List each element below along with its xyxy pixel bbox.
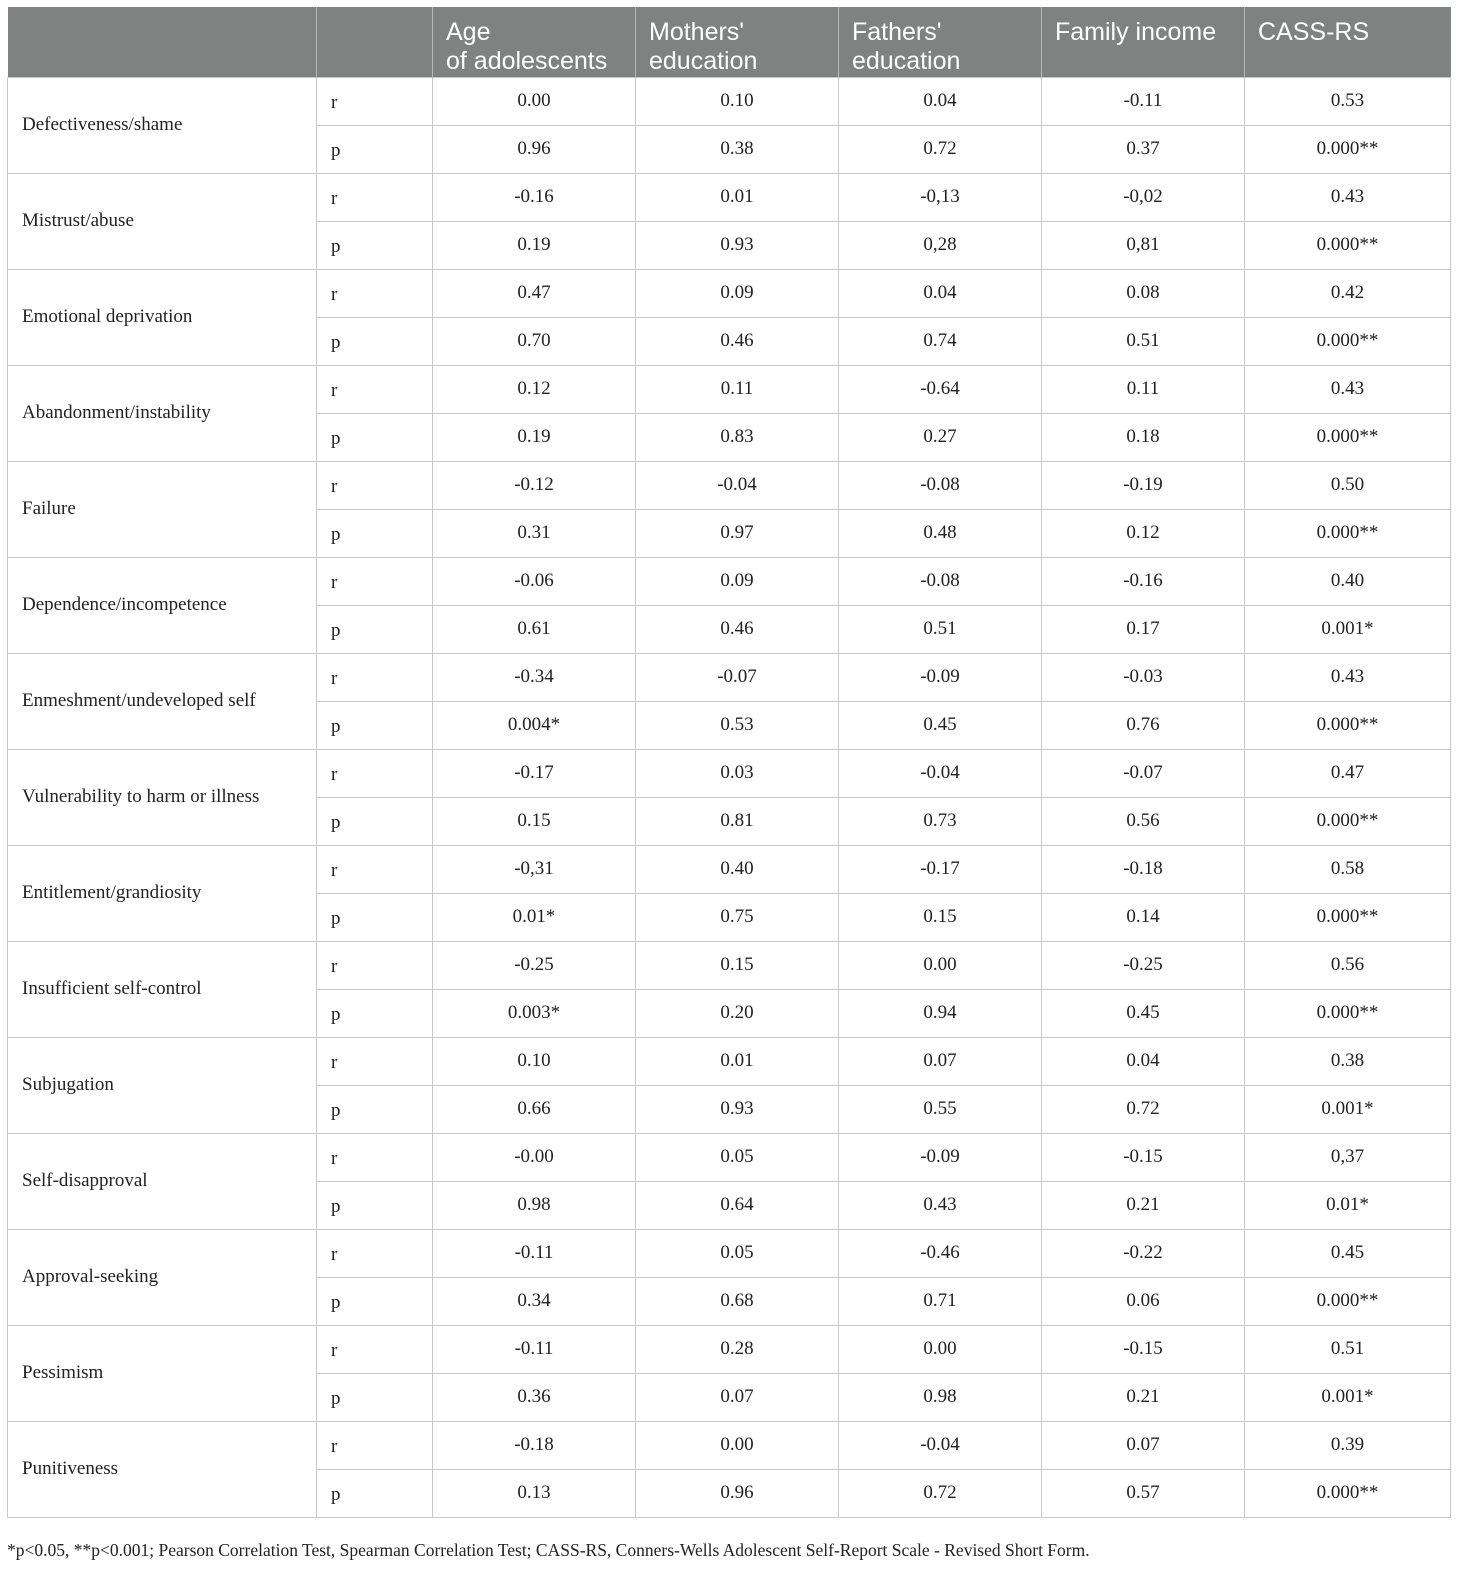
value-cell: 0.72: [1042, 1085, 1245, 1133]
value-cell: 0.72: [839, 1469, 1042, 1517]
value-cell: 0.000**: [1245, 1277, 1451, 1325]
value-cell: 0.00: [839, 1325, 1042, 1373]
value-cell: -0.03: [1042, 653, 1245, 701]
value-cell: 0.28: [636, 1325, 839, 1373]
table-row: [8, 365, 1451, 413]
value-cell: 0.14: [1042, 893, 1245, 941]
value-cell: 0.05: [636, 1229, 839, 1277]
table-row: [8, 1229, 1451, 1277]
stat-label: p: [317, 1181, 433, 1229]
value-cell: 0.07: [636, 1373, 839, 1421]
value-cell: -0.18: [1042, 845, 1245, 893]
table-row: [8, 653, 1451, 701]
value-cell: 0.96: [433, 125, 636, 173]
value-cell: -0.64: [839, 365, 1042, 413]
value-cell: -0.00: [433, 1133, 636, 1181]
value-cell: 0.58: [1245, 845, 1451, 893]
value-cell: 0.39: [1245, 1421, 1451, 1469]
value-cell: 0.12: [1042, 509, 1245, 557]
value-cell: -0.09: [839, 653, 1042, 701]
stat-label: r: [317, 461, 433, 509]
value-cell: -0.15: [1042, 1325, 1245, 1373]
value-cell: 0.001*: [1245, 1373, 1451, 1421]
value-cell: -0.08: [839, 461, 1042, 509]
value-cell: -0.18: [433, 1421, 636, 1469]
value-cell: 0.04: [839, 269, 1042, 317]
stat-label: p: [317, 317, 433, 365]
value-cell: 0.38: [1245, 1037, 1451, 1085]
value-cell: 0.21: [1042, 1181, 1245, 1229]
table-row: [8, 461, 1451, 509]
value-cell: 0.55: [839, 1085, 1042, 1133]
stat-label: p: [317, 1277, 433, 1325]
column-header-line: Mothers': [649, 18, 745, 46]
stat-label: r: [317, 173, 433, 221]
value-cell: 0.19: [433, 221, 636, 269]
value-cell: 0.74: [839, 317, 1042, 365]
value-cell: 0.71: [839, 1277, 1042, 1325]
schema-label: Emotional deprivation: [8, 269, 317, 365]
value-cell: 0.08: [1042, 269, 1245, 317]
value-cell: 0.18: [1042, 413, 1245, 461]
value-cell: 0.19: [433, 413, 636, 461]
table-footnote: *p<0.05, **p<0.001; Pearson Correlation Test, Spearman Correlation Test; CASS-RS, Conners-Wells Adolescent Self-Report Scale - Revised Short Form.: [7, 1540, 1090, 1560]
column-header: [636, 7, 839, 77]
table-header: [8, 7, 1451, 77]
value-cell: 0.43: [839, 1181, 1042, 1229]
value-cell: 0.09: [636, 557, 839, 605]
value-cell: 0.37: [1042, 125, 1245, 173]
value-cell: -0.16: [433, 173, 636, 221]
value-cell: 0.46: [636, 605, 839, 653]
value-cell: 0.56: [1042, 797, 1245, 845]
value-cell: -0.07: [1042, 749, 1245, 797]
value-cell: -0.06: [433, 557, 636, 605]
value-cell: 0.98: [839, 1373, 1042, 1421]
value-cell: 0.07: [1042, 1421, 1245, 1469]
schema-label: Punitiveness: [8, 1421, 317, 1517]
value-cell: 0.10: [433, 1037, 636, 1085]
value-cell: -0,02: [1042, 173, 1245, 221]
value-cell: 0.47: [1245, 749, 1451, 797]
value-cell: 0.01: [636, 173, 839, 221]
value-cell: 0.51: [839, 605, 1042, 653]
schema-label: Abandonment/instability: [8, 365, 317, 461]
value-cell: -0.17: [839, 845, 1042, 893]
value-cell: -0.04: [839, 749, 1042, 797]
schema-label: Enmeshment/undeveloped self: [8, 653, 317, 749]
value-cell: 0.15: [636, 941, 839, 989]
value-cell: -0.04: [839, 1421, 1042, 1469]
value-cell: 0.57: [1042, 1469, 1245, 1517]
schema-label: Approval-seeking: [8, 1229, 317, 1325]
value-cell: -0.25: [433, 941, 636, 989]
stat-label: r: [317, 1325, 433, 1373]
value-cell: 0.73: [839, 797, 1042, 845]
value-cell: -0.16: [1042, 557, 1245, 605]
value-cell: 0.46: [636, 317, 839, 365]
table-row: [8, 845, 1451, 893]
value-cell: 0.45: [1245, 1229, 1451, 1277]
column-header-line: Fathers': [852, 18, 942, 46]
column-header: [1042, 7, 1245, 77]
stat-label: p: [317, 509, 433, 557]
stat-label: p: [317, 701, 433, 749]
stat-label: r: [317, 77, 433, 125]
value-cell: 0.05: [636, 1133, 839, 1181]
schema-label: Defectiveness/shame: [8, 77, 317, 173]
schema-label: Vulnerability to harm or illness: [8, 749, 317, 845]
table-row: [8, 77, 1451, 125]
header-row: [8, 7, 1451, 77]
table-row: [8, 1325, 1451, 1373]
schema-label: Pessimism: [8, 1325, 317, 1421]
stat-label: r: [317, 749, 433, 797]
value-cell: 0.04: [1042, 1037, 1245, 1085]
value-cell: 0.000**: [1245, 989, 1451, 1037]
column-header-line: education: [852, 47, 961, 75]
value-cell: 0.10: [636, 77, 839, 125]
value-cell: 0.45: [1042, 989, 1245, 1037]
value-cell: 0.42: [1245, 269, 1451, 317]
value-cell: 0.61: [433, 605, 636, 653]
value-cell: 0.51: [1042, 317, 1245, 365]
value-cell: 0.09: [636, 269, 839, 317]
stat-label: p: [317, 125, 433, 173]
value-cell: 0.07: [839, 1037, 1042, 1085]
header-cell-empty: [317, 7, 433, 77]
value-cell: 0.13: [433, 1469, 636, 1517]
schema-label: Mistrust/abuse: [8, 173, 317, 269]
stat-label: p: [317, 605, 433, 653]
table-row: [8, 1421, 1451, 1469]
value-cell: 0.64: [636, 1181, 839, 1229]
schema-label: Entitlement/grandiosity: [8, 845, 317, 941]
value-cell: 0.93: [636, 221, 839, 269]
value-cell: 0.03: [636, 749, 839, 797]
value-cell: 0.70: [433, 317, 636, 365]
stat-label: r: [317, 1421, 433, 1469]
schema-label: Failure: [8, 461, 317, 557]
value-cell: -0.22: [1042, 1229, 1245, 1277]
value-cell: 0.04: [839, 77, 1042, 125]
value-cell: -0.07: [636, 653, 839, 701]
schema-label: Dependence/incompetence: [8, 557, 317, 653]
value-cell: 0,81: [1042, 221, 1245, 269]
value-cell: 0.003*: [433, 989, 636, 1037]
table-row: [8, 173, 1451, 221]
stat-label: r: [317, 653, 433, 701]
header-cell-empty: [8, 7, 317, 77]
stat-label: p: [317, 221, 433, 269]
stat-label: r: [317, 1037, 433, 1085]
stat-label: r: [317, 557, 433, 605]
stat-label: r: [317, 941, 433, 989]
value-cell: 0.43: [1245, 365, 1451, 413]
value-cell: -0.34: [433, 653, 636, 701]
value-cell: 0.20: [636, 989, 839, 1037]
value-cell: 0.000**: [1245, 1469, 1451, 1517]
value-cell: 0.94: [839, 989, 1042, 1037]
stat-label: p: [317, 797, 433, 845]
stat-label: p: [317, 413, 433, 461]
stat-label: p: [317, 1085, 433, 1133]
value-cell: 0.21: [1042, 1373, 1245, 1421]
value-cell: -0.08: [839, 557, 1042, 605]
stat-label: p: [317, 893, 433, 941]
value-cell: -0.11: [1042, 77, 1245, 125]
column-header-line: education: [649, 47, 758, 75]
value-cell: 0.001*: [1245, 605, 1451, 653]
column-header: [839, 7, 1042, 77]
table-row: [8, 1133, 1451, 1181]
value-cell: 0.11: [1042, 365, 1245, 413]
value-cell: 0.97: [636, 509, 839, 557]
value-cell: -0.17: [433, 749, 636, 797]
table-row: [8, 1037, 1451, 1085]
value-cell: 0.40: [636, 845, 839, 893]
value-cell: -0.15: [1042, 1133, 1245, 1181]
table-row: [8, 557, 1451, 605]
value-cell: 0.36: [433, 1373, 636, 1421]
stat-label: r: [317, 1133, 433, 1181]
table-row: [8, 269, 1451, 317]
value-cell: 0.43: [1245, 173, 1451, 221]
value-cell: 0.000**: [1245, 125, 1451, 173]
table-row: [8, 749, 1451, 797]
stat-label: r: [317, 365, 433, 413]
value-cell: 0.001*: [1245, 1085, 1451, 1133]
value-cell: 0.000**: [1245, 893, 1451, 941]
value-cell: 0.01*: [433, 893, 636, 941]
value-cell: 0.004*: [433, 701, 636, 749]
stat-label: r: [317, 845, 433, 893]
column-header-line: of adolescents: [446, 47, 608, 75]
value-cell: 0.000**: [1245, 317, 1451, 365]
value-cell: -0,31: [433, 845, 636, 893]
schema-label: Self-disapproval: [8, 1133, 317, 1229]
value-cell: 0.45: [839, 701, 1042, 749]
value-cell: 0.00: [433, 77, 636, 125]
schema-label: Subjugation: [8, 1037, 317, 1133]
table-row: [8, 941, 1451, 989]
table-body: [8, 77, 1451, 1517]
value-cell: 0.06: [1042, 1277, 1245, 1325]
stat-label: r: [317, 1229, 433, 1277]
value-cell: 0.75: [636, 893, 839, 941]
value-cell: 0.51: [1245, 1325, 1451, 1373]
value-cell: 0.68: [636, 1277, 839, 1325]
value-cell: 0.11: [636, 365, 839, 413]
value-cell: 0,28: [839, 221, 1042, 269]
value-cell: 0.01*: [1245, 1181, 1451, 1229]
stat-label: p: [317, 989, 433, 1037]
value-cell: 0.48: [839, 509, 1042, 557]
correlation-table: [7, 7, 1451, 1518]
value-cell: 0.00: [636, 1421, 839, 1469]
value-cell: 0.31: [433, 509, 636, 557]
stat-label: r: [317, 269, 433, 317]
value-cell: 0.81: [636, 797, 839, 845]
value-cell: 0.15: [839, 893, 1042, 941]
value-cell: 0.96: [636, 1469, 839, 1517]
value-cell: -0.12: [433, 461, 636, 509]
value-cell: 0.15: [433, 797, 636, 845]
value-cell: -0.04: [636, 461, 839, 509]
value-cell: -0.46: [839, 1229, 1042, 1277]
value-cell: 0.98: [433, 1181, 636, 1229]
column-header-line: CASS-RS: [1258, 18, 1370, 46]
value-cell: 0.38: [636, 125, 839, 173]
value-cell: -0,13: [839, 173, 1042, 221]
value-cell: 0.76: [1042, 701, 1245, 749]
stat-label: p: [317, 1469, 433, 1517]
value-cell: 0.27: [839, 413, 1042, 461]
value-cell: 0.01: [636, 1037, 839, 1085]
value-cell: 0.00: [839, 941, 1042, 989]
stat-label: p: [317, 1373, 433, 1421]
value-cell: 0.53: [1245, 77, 1451, 125]
value-cell: -0.19: [1042, 461, 1245, 509]
column-header: [1245, 7, 1451, 77]
value-cell: 0.000**: [1245, 701, 1451, 749]
value-cell: 0.93: [636, 1085, 839, 1133]
schema-label: Insufficient self-control: [8, 941, 317, 1037]
value-cell: 0.12: [433, 365, 636, 413]
value-cell: 0.47: [433, 269, 636, 317]
value-cell: 0,37: [1245, 1133, 1451, 1181]
value-cell: 0.000**: [1245, 413, 1451, 461]
value-cell: -0.09: [839, 1133, 1042, 1181]
value-cell: -0.25: [1042, 941, 1245, 989]
value-cell: 0.66: [433, 1085, 636, 1133]
value-cell: 0.50: [1245, 461, 1451, 509]
value-cell: 0.000**: [1245, 509, 1451, 557]
value-cell: 0.43: [1245, 653, 1451, 701]
column-header: [433, 7, 636, 77]
column-header-line: Family income: [1055, 18, 1217, 46]
column-header-line: Age: [446, 18, 491, 46]
value-cell: 0.40: [1245, 557, 1451, 605]
value-cell: -0.11: [433, 1229, 636, 1277]
value-cell: -0.11: [433, 1325, 636, 1373]
value-cell: 0.53: [636, 701, 839, 749]
value-cell: 0.17: [1042, 605, 1245, 653]
value-cell: 0.34: [433, 1277, 636, 1325]
value-cell: 0.000**: [1245, 221, 1451, 269]
value-cell: 0.000**: [1245, 797, 1451, 845]
value-cell: 0.56: [1245, 941, 1451, 989]
value-cell: 0.72: [839, 125, 1042, 173]
value-cell: 0.83: [636, 413, 839, 461]
